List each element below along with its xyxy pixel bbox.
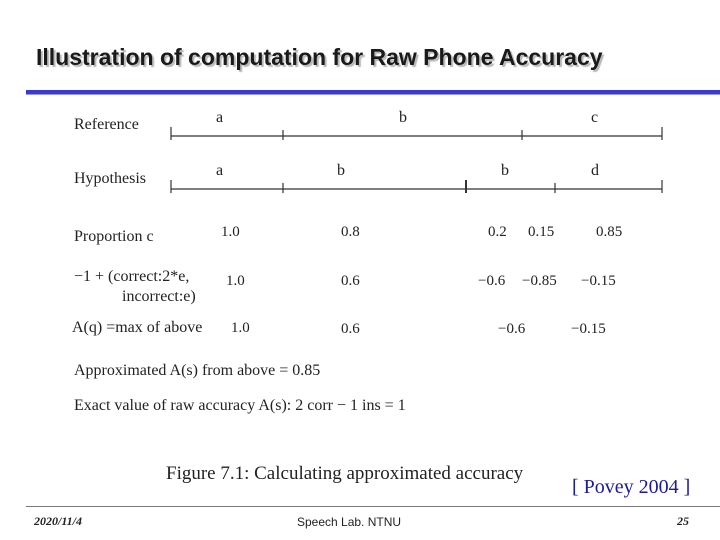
footer-lab: Speech Lab. NTNU [297,515,402,529]
proportion-value: 0.8 [341,224,360,240]
hypothesis-segment-label: b [337,162,345,179]
approximated-line: Approximated A(s) from above = 0.85 [74,362,321,379]
formula-value: −0.15 [581,273,616,289]
citation: [ Povey 2004 ] [572,476,691,498]
aq-label: A(q) =max of above [72,319,203,336]
formula-value: 0.6 [341,273,360,289]
footer-divider [26,506,720,507]
aq-value: −0.15 [571,321,606,337]
reference-label: Reference [74,116,139,133]
reference-segment-label: a [216,109,224,126]
hypothesis-segment-label: d [591,162,599,179]
aq-value: 1.0 [231,320,250,336]
hypothesis-segment-label: a [216,162,224,179]
formula-value: −0.85 [522,273,557,289]
aq-value: 0.6 [341,321,360,337]
reference-segment-label: b [399,109,407,126]
proportion-value: 0.85 [596,224,623,240]
proportion-value: 0.2 [488,224,507,240]
proportion-label: Proportion c [74,228,154,245]
exact-line: Exact value of raw accuracy A(s): 2 corr − 1 ins = 1 [74,397,406,414]
footer-page-number: 25 [677,514,689,528]
formula-label-line1: −1 + (correct:2*e, [74,268,190,285]
hypothesis-segment-label: b [501,162,509,179]
formula-value: −0.6 [478,273,506,289]
reference-segment-label: c [591,109,599,126]
footer-date: 2020/11/4 [34,514,83,528]
proportion-value: 1.0 [221,224,240,240]
proportion-value: 0.15 [528,224,555,240]
formula-label-line2: incorrect:e) [122,288,196,305]
formula-value: 1.0 [226,273,245,289]
figure-caption: Figure 7.1: Calculating approximated accuracy [166,463,524,484]
hypothesis-label: Hypothesis [74,170,146,187]
aq-value: −0.6 [498,321,526,337]
slide-title: Illustration of computation for Raw Phone Accuracy [36,44,603,70]
